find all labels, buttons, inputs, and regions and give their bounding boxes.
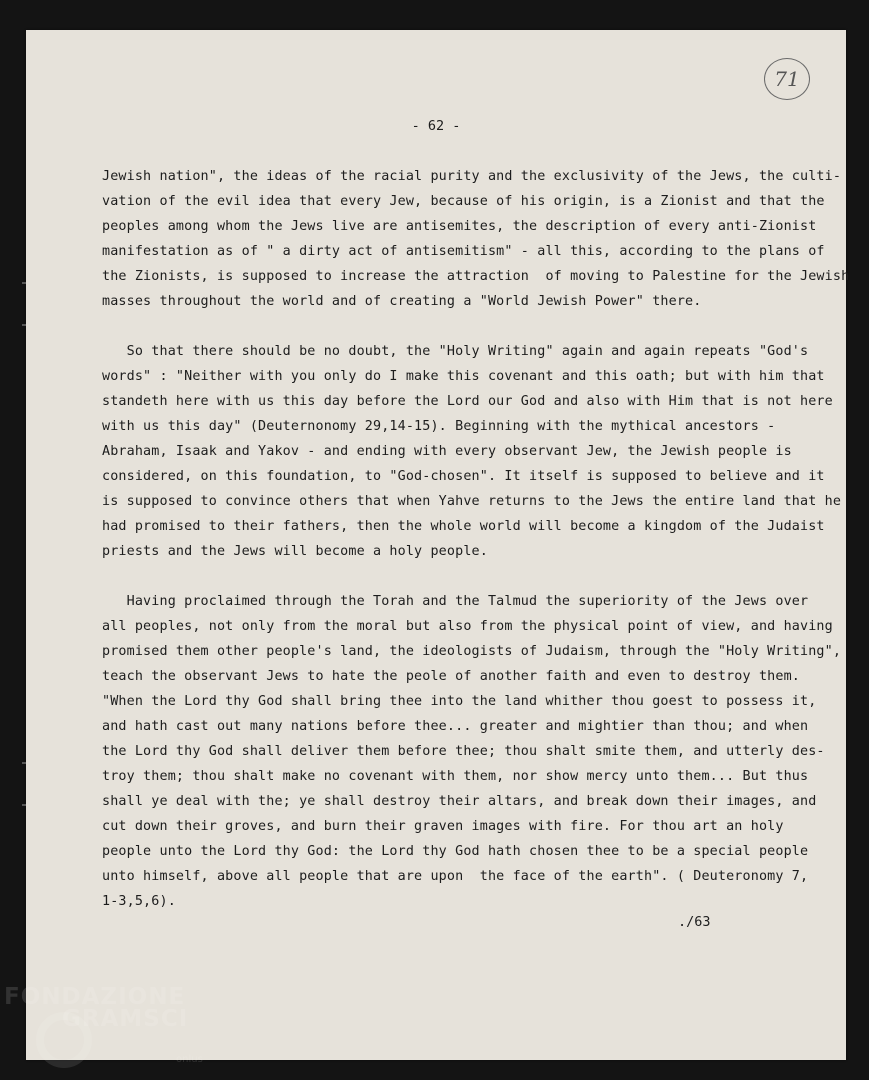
text-line: teach the observant Jews to hate the peole of another faith and even to destroy them.: [102, 669, 801, 684]
text-line: vation of the evil idea that every Jew, because of his origin, is a Zionist and that the: [102, 194, 825, 209]
watermark: [4, 984, 188, 1032]
text-line: Abraham, Isaak and Yakov - and ending with every observant Jew, the Jewish people is: [102, 444, 792, 459]
text-line: the Zionists, is supposed to increase the attraction of moving to Palestine for the Jewish: [102, 269, 850, 284]
text-line: troy them; thou shalt make no covenant with them, nor show mercy unto them... But thus: [102, 769, 809, 784]
text-line: "When the Lord thy God shall bring thee into the land whither thou goest to possess it,: [102, 694, 817, 709]
text-line: people unto the Lord thy God: the Lord thy God hath chosen thee to be a special people: [102, 844, 809, 859]
text-line: unto himself, above all people that are upon the face of the earth". ( Deuteronomy 7,: [102, 869, 809, 884]
folio-stamp: [764, 58, 810, 100]
punch-mark: [22, 804, 26, 806]
text-line: Jewish nation", the ideas of the racial purity and the exclusivity of the Jews, the culti-: [102, 169, 842, 184]
text-line: had promised to their fathers, then the whole world will become a kingdom of the Judaist: [102, 519, 825, 534]
folio-number: 71: [774, 67, 800, 91]
text-line: masses throughout the world and of creating a "World Jewish Power" there.: [102, 294, 702, 309]
body-text: [102, 164, 850, 914]
text-line: considered, on this foundation, to "God-chosen". It itself is supposed to believe and it: [102, 469, 825, 484]
text-line: the Lord thy God shall deliver them before thee; thou shalt smite them, and utterly des-: [102, 744, 825, 759]
text-line: standeth here with us this day before the Lord our God and also with Him that is not here: [102, 394, 833, 409]
paragraph-gap: [102, 314, 818, 339]
text-line: priests and the Jews will become a holy people.: [102, 544, 488, 559]
text-line: cut down their groves, and burn their graven images with fire. For thou art an holy: [102, 819, 784, 834]
watermark-line: GRAMSCI: [62, 1006, 189, 1032]
text-line: peoples among whom the Jews live are antisemites, the description of every anti-Zionist: [102, 219, 817, 234]
document-page: [26, 30, 850, 1060]
page-number: - 62 -: [411, 118, 461, 134]
text-line: So that there should be no doubt, the "Holy Writing" again and again repeats "God's: [102, 344, 809, 359]
watermark-line: FONDAZIONE: [4, 984, 186, 1010]
text-line: Having proclaimed through the Torah and the Talmud the superiority of the Jews over: [102, 594, 809, 609]
text-line: promised them other people's land, the ideologists of Judaism, through the "Holy Writing",: [102, 644, 842, 659]
text-line: with us this day" (Deuternonomy 29,14-15). Beginning with the mythical ancestors -: [102, 419, 776, 434]
punch-mark: [22, 282, 26, 284]
text-line: and hath cast out many nations before thee... greater and mightier than thou; and when: [102, 719, 809, 734]
punch-mark: [22, 324, 26, 326]
text-line: manifestation as of " a dirty act of antisemitism" - all this, according to the plans of: [102, 244, 825, 259]
text-line: words" : "Neither with you only do I make this covenant and this oath; but with him that: [102, 369, 825, 384]
text-line: 1-3,5,6).: [102, 894, 176, 909]
text-line: is supposed to convince others that when Yahve returns to the Jews the entire land that he: [102, 494, 842, 509]
paragraph-gap: [102, 564, 818, 589]
punch-mark: [22, 762, 26, 764]
text-line: shall ye deal with the; ye shall destroy their altars, and break down their images, and: [102, 794, 817, 809]
text-line: all peoples, not only from the moral but also from the physical point of view, and having: [102, 619, 833, 634]
watermark-suffix: onlus: [176, 1054, 203, 1065]
continuation-marker: ./63: [678, 914, 711, 930]
